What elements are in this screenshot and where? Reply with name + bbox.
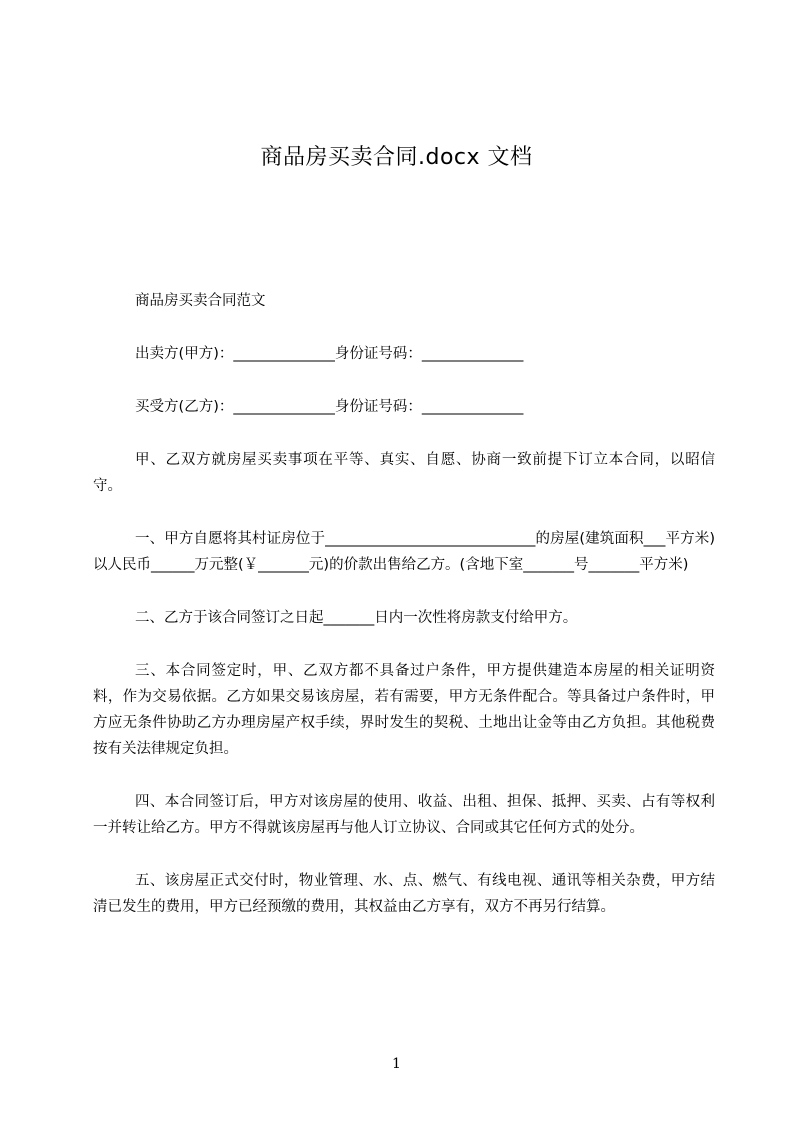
paragraph-clause-1: 一、甲方自愿将其村证房位于_____________________________的房屋(建筑面积___平方米)以人民币______万元整(￥_______元)的价款出售给乙方。(含地下室_______号_______平方米) xyxy=(93,531,715,573)
document-title: 商品房买卖合同.docx 文档 xyxy=(260,145,533,170)
paragraph-clause-4: 四、本合同签订后，甲方对该房屋的使用、收益、出租、担保、抵押、买卖、占有等权利一并转让给乙方。甲方不得就该房屋再与他人订立协议、合同或其它任何方式的处分。 xyxy=(93,794,715,836)
document-body xyxy=(93,288,715,920)
paragraph-clause-5: 五、该房屋正式交付时，物业管理、水、点、燃气、有线电视、通讯等相关杂费，甲方结清已发生的费用，甲方已经预缴的费用，其权益由乙方享有，双方不再另行结算。 xyxy=(93,873,715,915)
paragraph-heading: 商品房买卖合同范文 xyxy=(135,293,266,309)
paragraph-clause-2: 二、乙方于该合同签订之日起_______日内一次性将房款支付给甲方。 xyxy=(135,610,578,626)
paragraph-seller: 出卖方(甲方)：______________身份证号码：______________ xyxy=(135,346,524,362)
paragraph-buyer: 买受方(乙方)：______________身份证号码：______________ xyxy=(135,399,524,415)
page-number: 1 xyxy=(392,1056,401,1072)
paragraph-clause-3: 三、本合同签定时，甲、乙双方都不具备过户条件，甲方提供建造本房屋的相关证明资料，作为交易依据。乙方如果交易该房屋，若有需要，甲方无条件配合。等具备过户条件时，甲方应无条件协助乙方办理房屋产权手续，界时发生的契税、土地出让金等由乙方负担。其他税费按有关法律规定负担。 xyxy=(93,663,715,757)
paragraph-preamble: 甲、乙双方就房屋买卖事项在平等、真实、自愿、协商一致前提下订立本合同，以昭信守。 xyxy=(93,452,715,494)
